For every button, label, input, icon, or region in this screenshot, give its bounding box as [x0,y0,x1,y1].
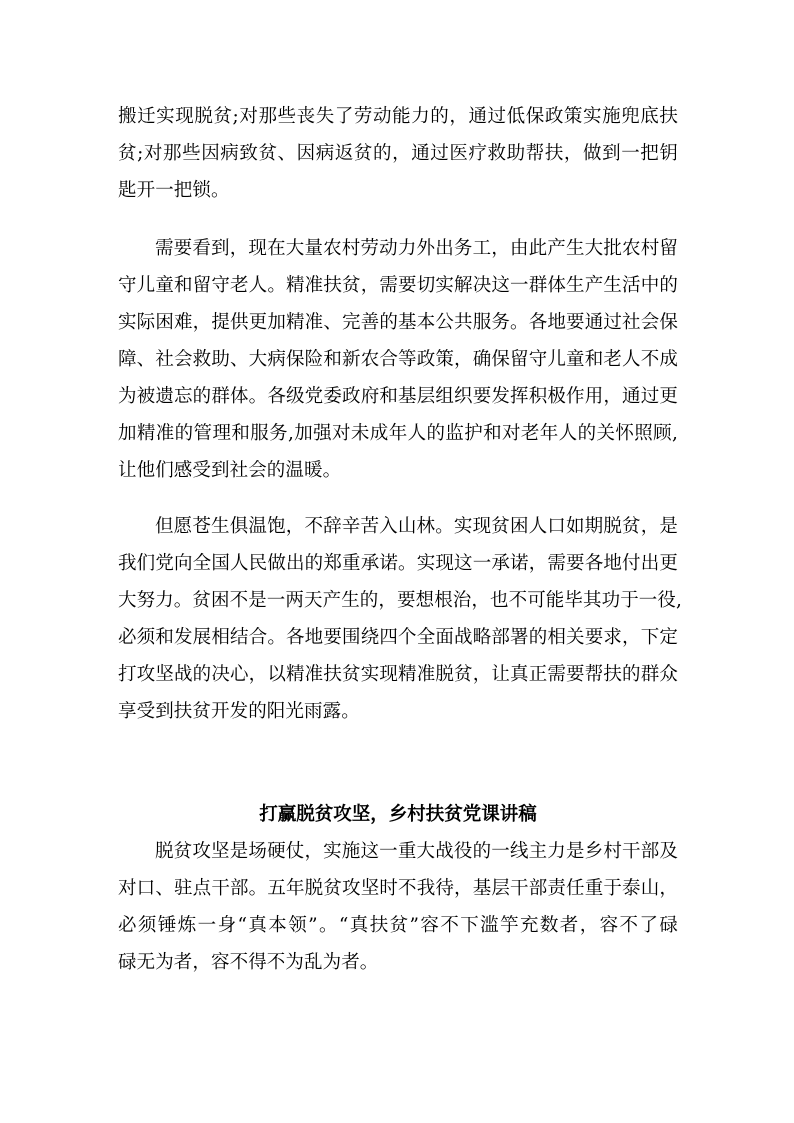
paragraph-line: 障、社会救助、大病保险和新农合等政策，确保留守儿童和老人不成 [118,349,678,370]
paragraph-line: 必须和发展相结合。各地要围绕四个全面战略部署的相关要求，下定 [118,627,678,648]
paragraph-line: 脱贫攻坚是场硬仗，实施这一重大战役的一线主力是乡村干部及 [155,841,678,862]
paragraph-line: 贫;对那些因病致贫、因病返贫的，通过医疗救助帮扶，做到一把钥 [118,143,678,164]
paragraph-line: 需要看到，现在大量农村劳动力外出务工，由此产生大批农村留 [155,238,678,259]
paragraph-line: 我们党向全国人民做出的郑重承诺。实现这一承诺，需要各地付出更 [118,553,678,574]
paragraph-line: 对口、驻点干部。五年脱贫攻坚时不我待，基层干部责任重于泰山， [118,878,678,899]
paragraph-commitment [118,508,682,730]
paragraph-line: 碌无为者，容不得不为乱为者。 [118,952,379,973]
paragraph-line: 匙开一把锁。 [118,180,230,201]
paragraph-line: 为被遗忘的群体。各级党委政府和基层组织要发挥积极作用，通过更 [118,386,678,407]
paragraph-line: 守儿童和留守老人。精准扶贫，需要切实解决这一群体生产生活中的 [118,275,678,296]
paragraph-line: 加精准的管理和服务,加强对未成年人的监护和对老年人的关怀照顾, [118,423,678,444]
paragraph-line: 但愿苍生俱温饱，不辞辛苦入山林。实现贫困人口如期脱贫，是 [155,516,678,537]
paragraph-line: 搬迁实现脱贫;对那些丧失了劳动能力的，通过低保政策实施兜底扶 [118,106,678,127]
paragraph-line: 实际困难，提供更加精准、完善的基本公共服务。各地要通过社会保 [118,312,678,333]
paragraph-line: 打攻坚战的决心，以精准扶贫实现精准脱贫，让真正需要帮扶的群众 [118,664,678,685]
paragraph-left-behind [118,230,678,489]
paragraph-line: 大努力。贫困不是一两天产生的，要想根治，也不可能毕其功于一役, [118,590,682,611]
paragraph-line: 让他们感受到社会的温暖。 [118,460,342,481]
paragraph-line: 享受到扶贫开发的阳光雨露。 [118,701,360,722]
section-heading: 打赢脱贫攻坚，乡村扶贫党课讲稿 [259,804,537,825]
paragraph-line: 必须锤炼一身“真本领”。“真扶贫”容不下滥竽充数者，容不了碌 [118,915,678,936]
paragraph-continued [118,98,678,209]
paragraph-cadres [118,833,678,981]
